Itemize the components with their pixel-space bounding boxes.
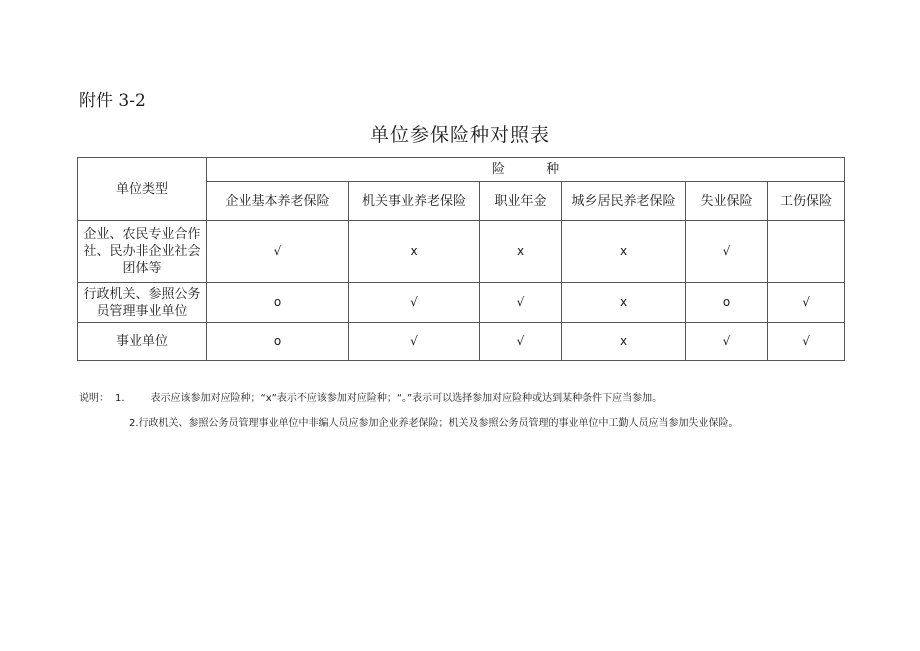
row-label: 行政机关、参照公务员管理事业单位 (78, 283, 207, 323)
table-cell: √ (768, 323, 845, 361)
table-cell: √ (349, 323, 480, 361)
table-cell: x (349, 221, 480, 283)
table-cell: √ (480, 283, 562, 323)
table-cell: x (480, 221, 562, 283)
note-number-1: 1. (115, 393, 125, 404)
row-label: 事业单位 (78, 323, 207, 361)
note-text-1: 表示应该参加对应险种；“x”表示不应该参加对应险种；“。”表示可以选择参加对应险种或达到某种条件下应当参加。 (150, 393, 663, 404)
table-cell: o (207, 283, 349, 323)
table-cell: o (207, 323, 349, 361)
notes-prefix: 说明： (79, 393, 109, 404)
page-title: 单位参保险种对照表 (369, 124, 550, 146)
unit-type-header: 单位类型 (78, 158, 207, 221)
table-row (78, 283, 845, 323)
insurance-comparison-table (77, 157, 845, 361)
attachment-label: 附件 3-2 (79, 91, 146, 111)
column-header: 失业保险 (686, 182, 768, 221)
column-header: 工伤保险 (768, 182, 845, 221)
table-cell: √ (768, 283, 845, 323)
table-cell (768, 221, 845, 283)
column-header: 企业基本养老保险 (207, 182, 349, 221)
table-row (78, 221, 845, 283)
table-cell: √ (686, 323, 768, 361)
table-cell: √ (480, 323, 562, 361)
table-cell: x (562, 323, 686, 361)
row-label: 企业、农民专业合作社、民办非企业社会团体等 (78, 221, 207, 283)
insurance-type-group-header: 险 种 (207, 158, 845, 182)
column-header: 城乡居民养老保险 (562, 182, 686, 221)
table-cell: x (562, 283, 686, 323)
table-cell: √ (686, 221, 768, 283)
notes-line-1 (79, 389, 662, 404)
table-cell: x (562, 221, 686, 283)
table-cell: √ (207, 221, 349, 283)
table-cell: o (686, 283, 768, 323)
column-header: 职业年金 (480, 182, 562, 221)
table-row (78, 323, 845, 361)
table-cell: √ (349, 283, 480, 323)
notes-line-2: 2.行政机关、参照公务员管理事业单位中非编人员应参加企业养老保险；机关及参照公务员管理的事业单位中工勤人员应当参加失业保险。 (129, 418, 739, 429)
column-header: 机关事业养老保险 (349, 182, 480, 221)
